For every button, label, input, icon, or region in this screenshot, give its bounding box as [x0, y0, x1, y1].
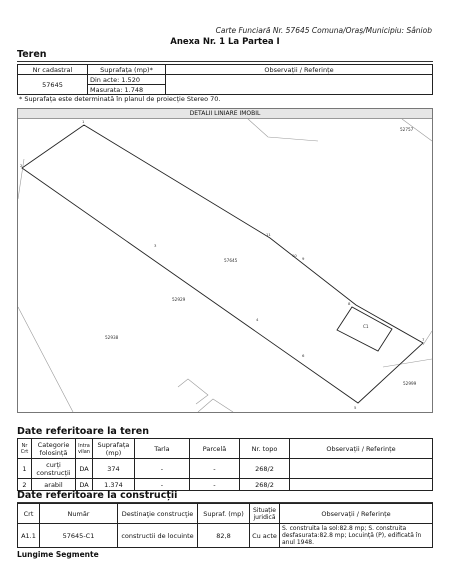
- point-label: 5: [354, 405, 357, 410]
- cell-suprafata: 1.374: [92, 479, 134, 491]
- cell-parcela: -: [189, 479, 239, 491]
- parcel-label-far-left: 52938: [105, 335, 119, 340]
- cell-tarla: -: [134, 459, 189, 479]
- col-numar: Număr: [40, 504, 118, 524]
- parcel-boundary: [22, 125, 423, 403]
- table-row: [18, 524, 433, 548]
- cell-nr: 1: [18, 459, 32, 479]
- point-label: 7: [422, 337, 425, 342]
- cell-observatii: S. construita la sol:82.8 mp; S. construita desfasurata:82.8 mp; Locuință (P), edificată în anul 1948.: [280, 524, 433, 548]
- outbuilding-outline: [178, 379, 208, 404]
- col-parcela: Parcelă: [189, 439, 239, 459]
- point-label: 8: [348, 301, 351, 306]
- point-label: 9: [302, 256, 305, 261]
- cell-tarla: -: [134, 479, 189, 491]
- col-intravilan: Intra vilan: [76, 439, 93, 459]
- col-nr-topo: Nr. topo: [239, 439, 289, 459]
- col-tarla: Tarla: [134, 439, 189, 459]
- cell-situatie: Cu acte: [250, 524, 280, 548]
- table-row: [18, 479, 433, 491]
- teren-table: [17, 64, 433, 95]
- annex-title: Anexa Nr. 1 La Partea I: [170, 37, 280, 47]
- cell-nr-cadastral: 57645: [18, 75, 88, 95]
- table-header-row: [18, 504, 433, 524]
- section-divider: [17, 61, 433, 62]
- neighbour-boundary: [18, 307, 73, 412]
- cell-topo: 268/2: [239, 479, 289, 491]
- point-label: 1: [82, 119, 85, 124]
- outbuilding-outline: [198, 399, 233, 412]
- cell-nr: 2: [18, 479, 32, 491]
- cell-intravilan: DA: [76, 479, 93, 491]
- col-nr-crt: Nr Crt: [18, 439, 32, 459]
- point-label: 2: [20, 163, 23, 168]
- table-header-row: [18, 65, 433, 75]
- point-label: 11: [266, 232, 271, 237]
- cell-suprafata: 374: [92, 459, 134, 479]
- cell-numar: 57645-C1: [40, 524, 118, 548]
- col-nr-cadastral: Nr cadastral: [18, 65, 88, 75]
- cell-crt: A1.1: [18, 524, 40, 548]
- cell-observatii: [166, 75, 433, 95]
- neighbour-boundary: [383, 359, 432, 367]
- footnote: * Suprafața este determinată în planul de proiecție Stereo 70.: [19, 95, 221, 103]
- cell-suprafata: 82,8: [198, 524, 250, 548]
- point-label: 4: [256, 317, 259, 322]
- neighbour-boundary: [248, 119, 318, 141]
- section-date-teren-title: Date referitoare la teren: [17, 426, 149, 437]
- table-row: [18, 459, 433, 479]
- cf-reference: Carte Funciară Nr. 57645 Comuna/Oraș/Municipiu: Sâniob: [215, 26, 432, 35]
- col-suprafata: Supraf. (mp): [198, 504, 250, 524]
- point-label: 10: [292, 253, 297, 258]
- parcel-label-bottom-right: 52999: [403, 381, 417, 386]
- cell-din-acte: Din acte: 1.520: [88, 75, 166, 85]
- col-suprafata: Suprafața (mp)*: [88, 65, 166, 75]
- col-categorie: Categorie folosință: [32, 439, 76, 459]
- cell-categorie: arabil: [32, 479, 76, 491]
- cell-masurata: Masurata: 1.748: [88, 85, 166, 95]
- cell-topo: 268/2: [239, 459, 289, 479]
- col-destinatie: Destinaţie construcţie: [118, 504, 198, 524]
- plan-drawing: [17, 108, 433, 413]
- cell-parcela: -: [189, 459, 239, 479]
- col-observatii: Observații / Referințe: [280, 504, 433, 524]
- col-observatii: Observații / Referințe: [166, 65, 433, 75]
- col-observatii: Observații / Referințe: [289, 439, 432, 459]
- lungime-segmente-title: Lungime Segmente: [17, 550, 99, 559]
- date-constructii-table: [17, 503, 433, 548]
- table-row: [18, 75, 433, 85]
- col-crt: Crt: [18, 504, 40, 524]
- building-label: C1: [363, 324, 369, 329]
- section-date-constructii-title: Date referitoare la construcții: [17, 490, 178, 501]
- section-teren-title: Teren: [17, 49, 47, 60]
- point-label: 6: [302, 353, 305, 358]
- date-teren-table: [17, 438, 433, 491]
- cell-categorie: curți construcții: [32, 459, 76, 479]
- plan-title: DETALII LINIARE IMOBIL: [18, 109, 432, 119]
- parcel-label-main: 57645: [224, 258, 238, 263]
- table-header-row: [18, 439, 433, 459]
- parcel-label-top-right: 52757: [400, 127, 414, 132]
- cell-observatii: [289, 459, 432, 479]
- cell-destinatie: constructii de locuinte: [118, 524, 198, 548]
- cell-observatii: [289, 479, 432, 491]
- plan-svg: [18, 119, 432, 412]
- col-situatie: Situație juridică: [250, 504, 280, 524]
- parcel-label-left: 52929: [172, 297, 186, 302]
- col-suprafata: Suprafața (mp): [92, 439, 134, 459]
- point-label: 3: [154, 243, 157, 248]
- building-outline: [337, 307, 392, 351]
- cell-intravilan: DA: [76, 459, 93, 479]
